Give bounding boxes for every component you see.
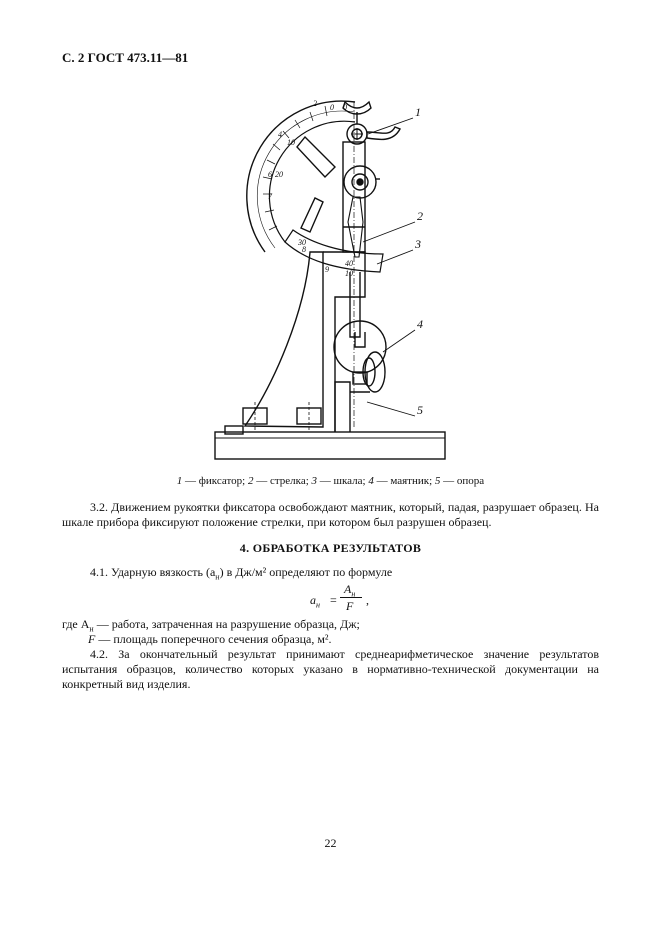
scale-label: 20 [275,170,283,179]
caption-num: 5 [434,475,441,487]
scale-label: 0 [343,103,347,112]
pendulum-impact-tester-figure [205,82,465,467]
scale-plate [285,230,383,272]
page-number: 22 [324,836,337,850]
paragraph-4-1: 4.1. Ударную вязкость $(a_н)$ в Дж/м² определяют по формуле [90,565,393,582]
arc-scale [247,101,355,252]
callout-5: 5 [417,403,423,417]
figure-caption [0,475,661,487]
formula-numerator: $A_н$ [344,582,356,599]
formula-denominator: F [346,599,354,613]
formula-lhs: $a_н$ [310,593,320,610]
bolt-right [297,408,321,424]
caption-text: — опора [440,475,485,487]
callout-4: 4 [417,317,423,331]
paragraph-3-2: 3.2. Движением рукоятки фиксатора освобождают маятник, который, падая, разрушает образец. На шкале прибора фиксируют положение стрелки, при котором был разрушен образец. [62,500,599,529]
scale-label: 10 [345,269,353,278]
scale-label: 9 [325,265,329,274]
page-header: С. 2 ГОСТ 473.11—81 [62,50,189,65]
scale-label: 10 [287,138,295,147]
caption-num: 3 [311,475,318,487]
formula-comma: , [366,593,369,607]
callout-3: 3 [415,237,421,251]
section-title: 4. ОБРАБОТКА РЕЗУЛЬТАТОВ [239,541,422,555]
callout-2: 2 [417,209,423,223]
callout-1: 1 [415,105,421,119]
caption-text: — фиксатор; [182,475,248,487]
scale-label: 4 [278,130,282,139]
scale-label: 0 [330,103,334,112]
caption-num: 2 [247,475,254,487]
scale-label: 8 [302,245,306,254]
formula-fraction-bar [340,597,362,598]
caption-text: — шкала; [317,475,369,487]
paragraph-4-2: 4.2. За окончательный результат принимают среднеарифметическое значение результатов испытания образцов, количество которых указано в нормативно-технической документации на конкретный вид изделия. [62,647,599,691]
scale-label: 30 [298,238,306,247]
pendulum-rod [350,272,360,337]
caption-num: 4 [368,475,374,487]
formula-equals: = [330,593,337,607]
formula [310,582,430,616]
stand-column [245,252,323,427]
caption-text: — маятник; [373,475,435,487]
scale-label: 2 [313,99,317,108]
caption-num: 1 [176,475,183,487]
base-plate [215,432,445,459]
scale-label: 40 [345,259,353,268]
scale-label: 7 [268,192,272,201]
where-line-2: F — площадь поперечного сечения образца, м². [88,632,332,646]
scale-label: 6 [268,170,272,179]
where-line-1: где $A_н$ — работа, затраченная на разрушение образца, Дж; [62,617,360,634]
caption-text: — стрелка; [253,475,312,487]
